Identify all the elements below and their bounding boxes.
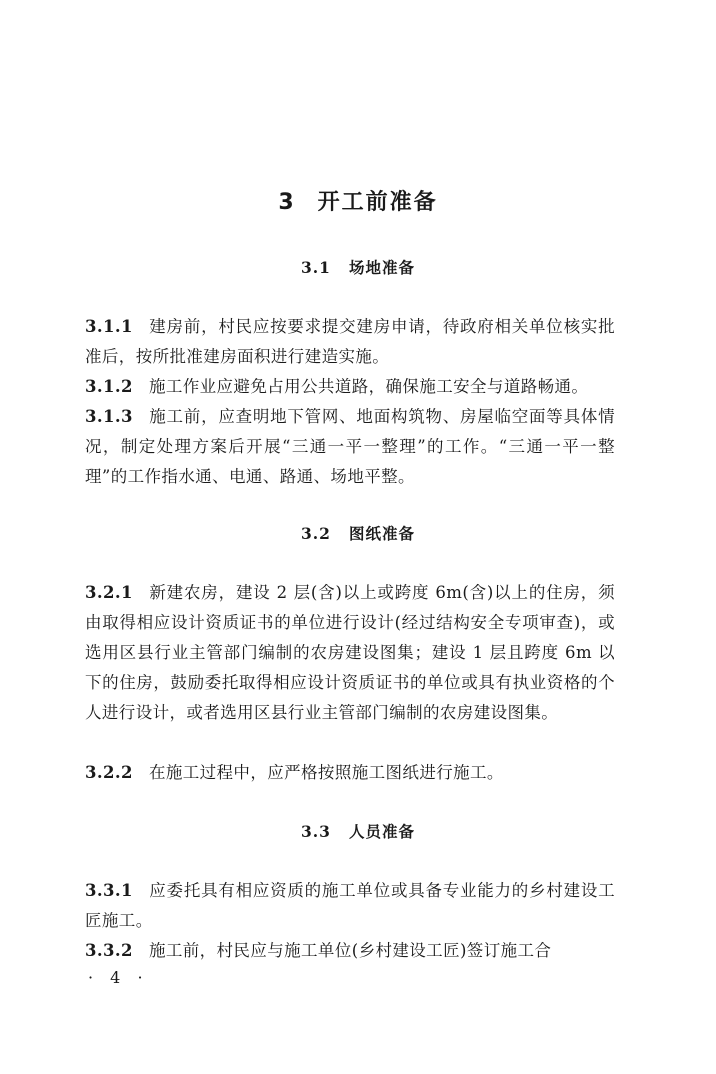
- clause-text: 施工前，村民应与施工单位(乡村建设工匠)签订施工合: [148, 941, 552, 960]
- clause-3-1-2: [85, 372, 615, 402]
- clause-text: 施工前，应查明地下管网、地面构筑物、房屋临空面等具体情况，制定处理方案后开展“三通一平一整理”的工作。“三通一平一整理”的工作指水通、电通、路通、场地平整。: [85, 407, 615, 486]
- clause-3-1-1: [85, 312, 615, 372]
- chapter-title: [0, 185, 716, 216]
- clause-3-2-2: [85, 758, 615, 788]
- clause-number: 3.2.2: [85, 763, 133, 782]
- section-number: 3.3: [301, 822, 331, 841]
- section-title: 图纸准备: [348, 525, 415, 543]
- section-heading-3-2: [0, 522, 716, 544]
- section-heading-3-3: [0, 820, 716, 842]
- chapter-number: 3: [278, 190, 296, 215]
- clause-text: 施工作业应避免占用公共道路，确保施工安全与道路畅通。: [148, 377, 589, 396]
- clause-3-3-2: [85, 936, 615, 966]
- clause-number: 3.3.1: [85, 881, 133, 900]
- chapter-title-text: 开工前准备: [317, 190, 438, 215]
- section-title: 场地准备: [348, 259, 415, 277]
- page-number: · 4 ·: [88, 968, 149, 987]
- clause-text: 新建农房，建设 2 层(含)以上或跨度 6m(含)以上的住房，须由取得相应设计资质证书的单位进行设计(经过结构安全专项审查)，或选用区县行业主管部门编制的农房建设图集；建设 1 层且跨度 6m 以下的住房，鼓励委托取得相应设计资质证书的单位或具有执业资格的个人进行设计，或者选用区县行业主管部门编制的农房建设图集。: [85, 583, 615, 722]
- clause-number: 3.1.2: [85, 377, 133, 396]
- clause-text: 应委托具有相应资质的施工单位或具备专业能力的乡村建设工匠施工。: [85, 881, 615, 930]
- clause-number: 3.1.3: [85, 407, 133, 426]
- section-title: 人员准备: [348, 823, 415, 841]
- section-number: 3.1: [301, 258, 331, 277]
- section-number: 3.2: [301, 524, 331, 543]
- clause-number: 3.1.1: [85, 317, 133, 336]
- clause-text: 在施工过程中，应严格按照施工图纸进行施工。: [148, 763, 504, 782]
- clause-3-3-1: [85, 876, 615, 936]
- clause-number: 3.2.1: [85, 583, 133, 602]
- clause-number: 3.3.2: [85, 941, 133, 960]
- clause-3-1-3: [85, 402, 615, 492]
- clause-3-2-1: [85, 578, 615, 728]
- clause-text: 建房前，村民应按要求提交建房申请，待政府相关单位核实批准后，按所批准建房面积进行建造实施。: [85, 317, 615, 366]
- section-heading-3-1: [0, 256, 716, 278]
